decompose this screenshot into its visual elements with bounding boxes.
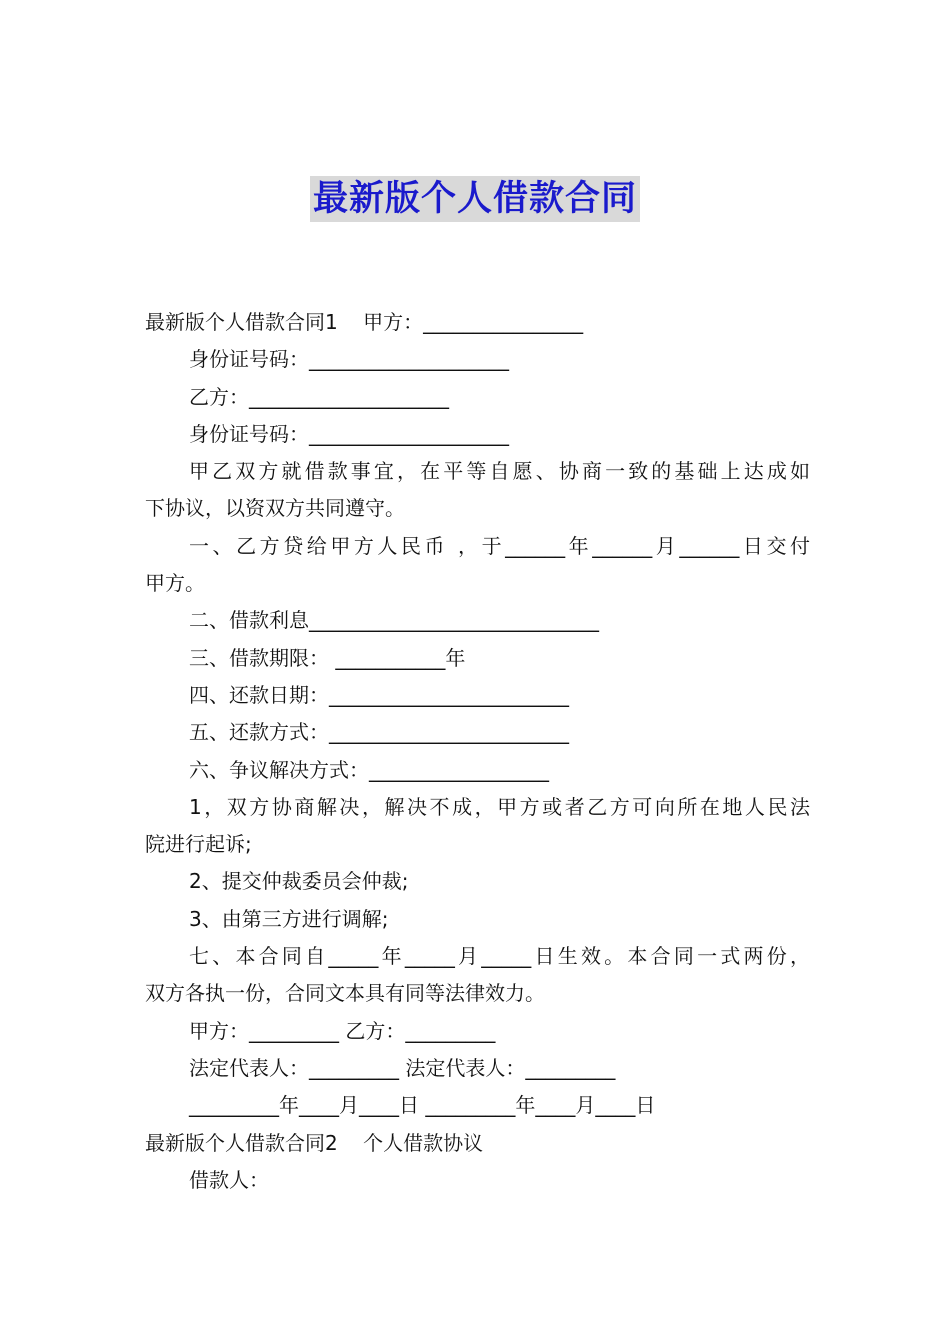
clause-1-cont: 甲方。: [145, 571, 205, 596]
signature-representatives: 法定代表人：_________ 法定代表人：_________: [189, 1055, 616, 1080]
party-b-line: 乙方：____________________: [189, 384, 449, 409]
clause-2: 二、借款利息_____________________________: [189, 608, 599, 633]
document-title: 最新版个人借款合同: [310, 176, 640, 222]
clause-6-option-3: 3、由第三方进行调解;: [189, 906, 389, 931]
signature-dates: _________年____月____日 _________年____月____日: [189, 1093, 656, 1118]
clause-5: 五、还款方式：________________________: [189, 720, 569, 745]
clause-6-option-2: 2、提交仲裁委员会仲裁;: [189, 869, 409, 894]
paragraph-intro-cont: 下协议，以资双方共同遵守。: [145, 496, 405, 521]
party-b-id-line: 身份证号码：____________________: [189, 421, 509, 446]
paragraph-intro: 甲乙双方就借款事宜，在平等自愿、协商一致的基础上达成如: [189, 459, 810, 484]
title-block: [0, 176, 950, 222]
borrower-line: 借款人：: [189, 1167, 269, 1192]
party-a-id-line: 身份证号码：____________________: [189, 347, 509, 372]
section-heading-1: 最新版个人借款合同1 甲方：________________: [145, 310, 584, 334]
clause-6: 六、争议解决方式：__________________: [189, 757, 549, 782]
signature-parties: 甲方：_________ 乙方：_________: [189, 1018, 496, 1043]
clause-7: 七、本合同自_____年_____月_____日生效。本合同一式两份，: [189, 944, 810, 969]
clause-6-option-1-cont: 院进行起诉;: [145, 832, 252, 857]
clause-3: 三、借款期限： ___________年: [189, 645, 466, 670]
section-heading-2: 最新版个人借款合同2 个人借款协议: [145, 1130, 484, 1155]
clause-7-cont: 双方各执一份，合同文本具有同等法律效力。: [145, 981, 545, 1006]
clause-4: 四、还款日期：________________________: [189, 682, 569, 707]
document-body: [145, 304, 810, 1199]
clause-6-option-1: 1，双方协商解决，解决不成，甲方或者乙方可向所在地人民法: [189, 794, 810, 819]
clause-1: 一、乙方贷给甲方人民币 ，于______年______月______日交付: [189, 533, 810, 558]
